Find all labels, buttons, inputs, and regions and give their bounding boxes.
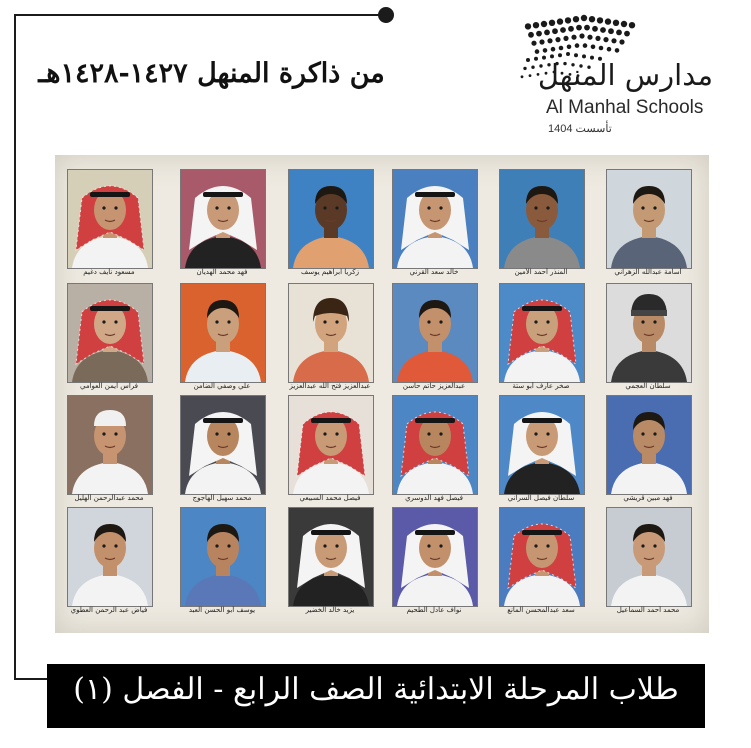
student-photo <box>606 507 692 607</box>
student-photo <box>67 395 153 495</box>
student-card <box>600 507 696 619</box>
student-name: محمد عبدالرحمن الهليل <box>74 494 144 502</box>
student-name: صخر عارف أبو ستة <box>512 382 570 390</box>
student-name: علي وصفي الضامن <box>193 382 251 390</box>
student-card <box>600 283 696 395</box>
student-card <box>174 283 270 395</box>
student-card <box>493 169 589 281</box>
student-photo <box>180 395 266 495</box>
student-card <box>61 169 157 281</box>
student-photo <box>499 507 585 607</box>
student-card <box>282 169 378 281</box>
student-photo <box>499 169 585 269</box>
student-card <box>386 283 482 395</box>
student-name: محمد أحمد السماعيل <box>616 606 680 614</box>
logo-name-ar: مدارس المنهل <box>537 58 713 92</box>
student-card <box>174 169 270 281</box>
student-photo <box>499 283 585 383</box>
student-card <box>493 507 589 619</box>
student-name: نواف عادل الطحيم <box>406 606 462 614</box>
student-name: فهد مبين قريشي <box>623 494 673 502</box>
student-card <box>386 395 482 507</box>
student-name: زكريا ابراهيم يوسف <box>301 268 359 276</box>
student-name: محمد سهيل الهاجوج <box>192 494 252 502</box>
school-logo <box>510 10 735 140</box>
logo-name-en: Al Manhal Schools <box>546 97 704 118</box>
frame-line-left <box>14 14 16 680</box>
student-photo <box>67 169 153 269</box>
student-card <box>386 507 482 619</box>
student-photo <box>180 169 266 269</box>
student-name: سعد عبدالمحسن المانع <box>507 606 575 614</box>
student-photo <box>606 283 692 383</box>
student-photo <box>392 507 478 607</box>
student-name: فراس أيمن العوامي <box>79 382 139 390</box>
student-photo <box>606 395 692 495</box>
student-name: مسعود نايف دغيم <box>83 268 135 276</box>
student-photo <box>288 507 374 607</box>
student-card <box>600 395 696 507</box>
student-card <box>61 395 157 507</box>
student-name: يزيد خالد الخضير <box>305 606 355 614</box>
banner-text: طلاب المرحلة الابتدائية الصف الرابع - الفصل (١) <box>73 672 679 707</box>
student-photo <box>67 283 153 383</box>
student-card <box>61 283 157 395</box>
student-photo <box>180 507 266 607</box>
student-photo <box>499 395 585 495</box>
logo-established: تأسست 1404 <box>548 123 612 135</box>
student-photo <box>392 283 478 383</box>
frame-dot <box>378 7 394 23</box>
student-card <box>282 395 378 507</box>
memory-title: من ذاكرة المنهل ١٤٢٧-١٤٢٨هـ <box>38 58 385 89</box>
student-name: عبدالعزيز حاتم حاسن <box>402 382 466 390</box>
class-photo-board <box>55 155 709 633</box>
student-name: عبدالعزيز فتح الله عبدالعزيز <box>289 382 371 390</box>
student-name: أسامة عبدالله الزهراني <box>614 268 682 276</box>
student-photo <box>67 507 153 607</box>
student-name: فهد محمد الهديان <box>196 268 248 276</box>
student-card <box>386 169 482 281</box>
student-photo <box>180 283 266 383</box>
student-card <box>174 395 270 507</box>
student-photo <box>288 395 374 495</box>
student-card <box>282 507 378 619</box>
student-card <box>493 395 589 507</box>
student-name: فيصل فهد الدوسري <box>405 494 463 502</box>
student-card <box>174 507 270 619</box>
student-photo <box>288 283 374 383</box>
class-banner <box>47 664 705 728</box>
student-card <box>61 507 157 619</box>
student-photo <box>288 169 374 269</box>
student-name: المنذر أحمد الأمين <box>514 268 568 276</box>
student-name: فياض عبد الرحمن العطوي <box>70 606 148 614</box>
student-photo <box>392 169 478 269</box>
student-name: خالد سعد القرني <box>409 268 459 276</box>
student-card <box>282 283 378 395</box>
student-name: فيصل محمد السبيعي <box>299 494 361 502</box>
student-photo <box>392 395 478 495</box>
student-name: يوسف أبو الحسن العبد <box>188 606 256 614</box>
frame-line-top <box>14 14 386 16</box>
student-name: سلطان فيصل السراني <box>507 494 575 502</box>
student-name: سلطان العجمي <box>625 382 671 390</box>
student-card <box>600 169 696 281</box>
student-card <box>493 283 589 395</box>
student-photo <box>606 169 692 269</box>
